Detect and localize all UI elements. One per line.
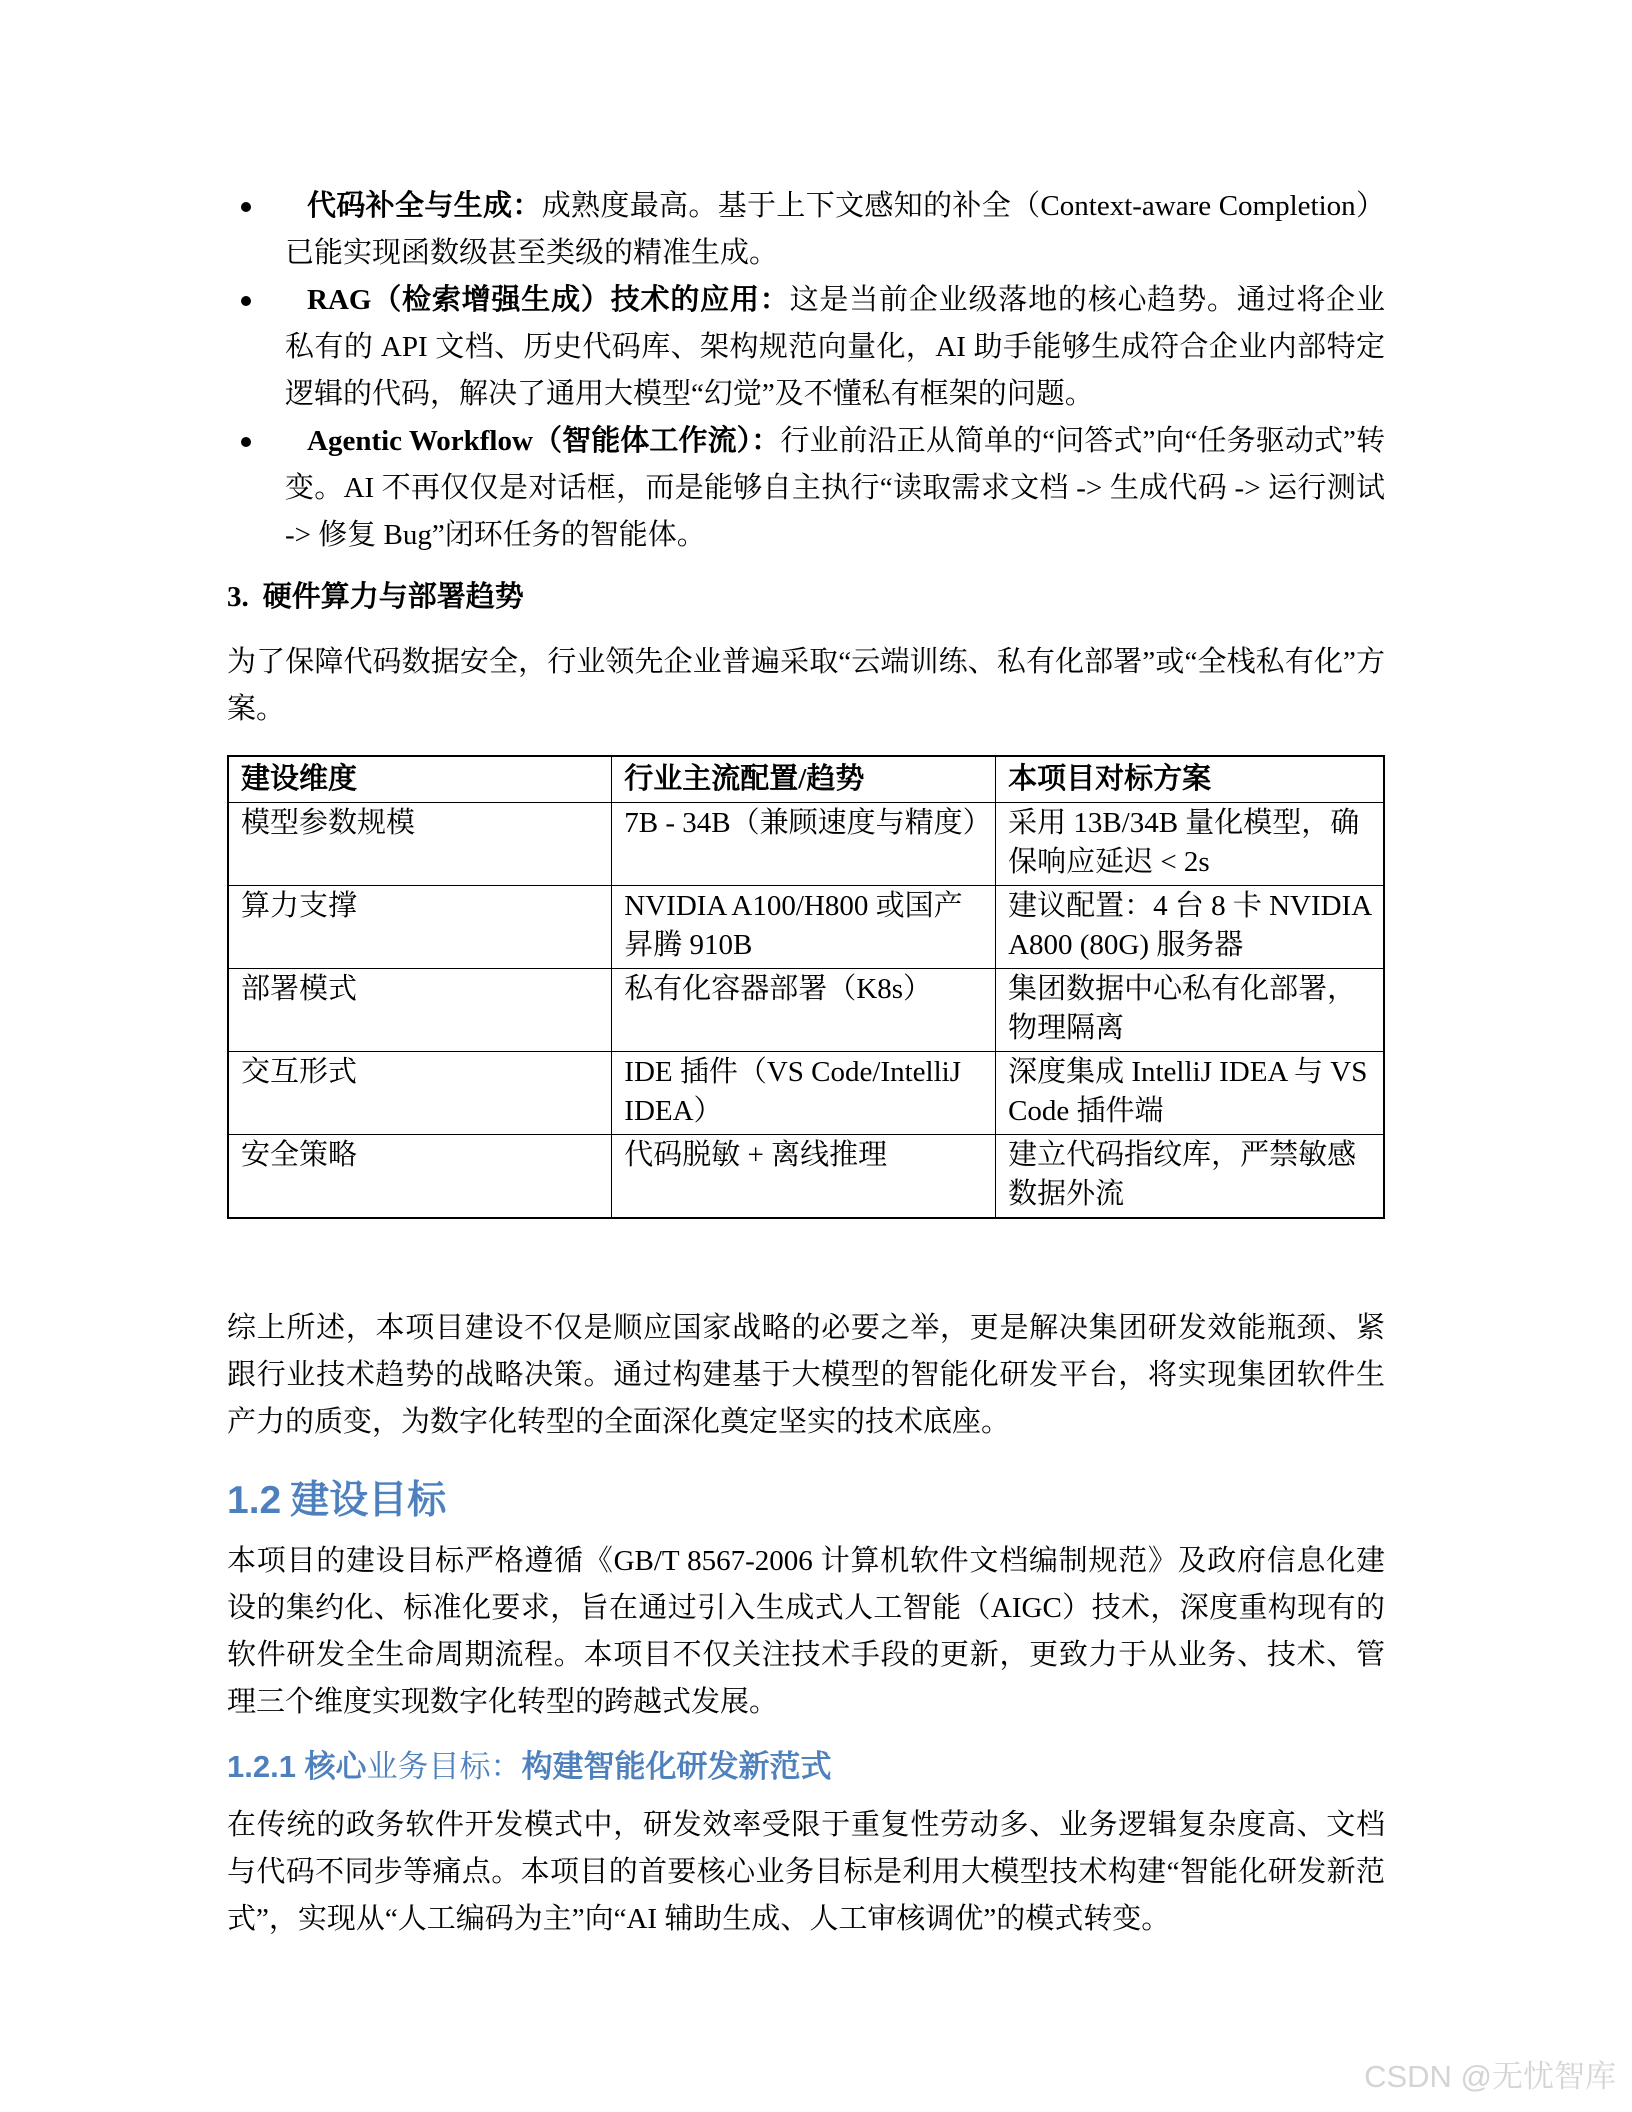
bullet-text (285, 183, 1385, 277)
paragraph-goals: 本项目的建设目标严格遵循《GB/T 8567-2006 计算机软件文档编制规范》及政府信息化建设的集约化、标准化要求，旨在通过引入生成式人工智能（AIGC）技术，深度重构现有的软件研发全生命周期流程。本项目不仅关注技术手段的更新，更致力于从业务、技术、管理三个维度实现数字化转型的跨越式发展。 (227, 1545, 1385, 1718)
list-item (227, 277, 1385, 418)
table-cell: 交互形式 (228, 1052, 612, 1135)
section-heading-hardware (227, 577, 1385, 617)
bullet-body: 行业前沿正从简单的“问答式”向“任务驱动式”转变。AI 不再仅仅是对话框，而是能够自主执行“读取需求文档 -> 生成代码 -> 运行测试 -> 修复 Bug”闭环任务的智能体。 (285, 425, 1385, 551)
table-cell: 部署模式 (228, 969, 612, 1052)
paragraph-core-business-goal: 在传统的政务软件开发模式中，研发效率受限于重复性劳动多、业务逻辑复杂度高、文档与代码不同步等痛点。本项目的首要核心业务目标是利用大模型技术构建“智能化研发新范式”，实现从“人工编码为主”向“AI 辅助生成、人工审核调优”的模式转变。 (227, 1809, 1385, 1935)
table-row (228, 1135, 1384, 1219)
heading-text: 建设目标 (290, 1479, 447, 1522)
table-cell: IDE 插件（VS Code/IntelliJ IDEA） (612, 1052, 996, 1135)
table-cell: 采用 13B/34B 量化模型，确保响应延迟 < 2s (996, 803, 1384, 886)
table-row (228, 1052, 1384, 1135)
bullet-icon (241, 437, 251, 447)
heading-text: 硬件算力与部署趋势 (262, 581, 524, 613)
table-cell: 建议配置：4 台 8 卡 NVIDIA A800 (80G) 服务器 (996, 886, 1384, 969)
table-header-cell: 本项目对标方案 (996, 756, 1384, 803)
bullet-icon (241, 202, 251, 212)
table-cell: 深度集成 IntelliJ IDEA 与 VS Code 插件端 (996, 1052, 1384, 1135)
bullet-lead-bold: RAG（检索增强生成）技术的应用： (307, 284, 790, 316)
comparison-table (227, 755, 1385, 1219)
heading-number: 1.2 (227, 1479, 282, 1522)
bullet-text (285, 277, 1385, 418)
table-row (228, 803, 1384, 886)
table-cell: 代码脱敏 + 离线推理 (612, 1135, 996, 1219)
table-cell: 7B - 34B（兼顾速度与精度） (612, 803, 996, 886)
heading-number: 3. (227, 581, 249, 613)
paragraph-deployment: 为了保障代码数据安全，行业领先企业普遍采取“云端训练、私有化部署”或“全栈私有化”方案。 (227, 646, 1385, 725)
bullet-body: 成熟度最高。基于上下文感知的补全（Context-aware Completion）已能实现函数级甚至类级的精准生成。 (285, 190, 1385, 269)
paragraph-summary: 综上所述，本项目建设不仅是顺应国家战略的必要之举，更是解决集团研发效能瓶颈、紧跟行业技术趋势的战略决策。通过构建基于大模型的智能化研发平台，将实现集团软件生产力的质变，为数字化转型的全面深化奠定坚实的技术底座。 (227, 1312, 1385, 1438)
bullet-text (285, 418, 1385, 559)
list-item (227, 183, 1385, 277)
table-cell: NVIDIA A100/H800 或国产昇腾 910B (612, 886, 996, 969)
table-header-row (228, 756, 1384, 803)
table-cell: 集团数据中心私有化部署，物理隔离 (996, 969, 1384, 1052)
bullet-lead-bold: 代码补全与生成： (307, 190, 542, 222)
section-heading-core-business-goal (227, 1746, 1385, 1788)
document-content (227, 183, 1385, 1943)
list-item (227, 418, 1385, 559)
section-heading-goals (227, 1476, 1385, 1526)
heading-part-bold: 1.2.1 核心 (227, 1749, 367, 1784)
heading-part-bold: 构建智能化研发新范式 (521, 1749, 832, 1784)
heading-part-normal: 业务目标： (366, 1749, 522, 1784)
table-cell: 私有化容器部署（K8s） (612, 969, 996, 1052)
table-cell: 模型参数规模 (228, 803, 612, 886)
bullet-body: 这是当前企业级落地的核心趋势。通过将企业私有的 API 文档、历史代码库、架构规范向量化，AI 助手能够生成符合企业内部特定逻辑的代码，解决了通用大模型“幻觉”及不懂私有框架的问题。 (285, 284, 1385, 410)
bullet-lead-bold: Agentic Workflow（智能体工作流）： (307, 425, 781, 457)
bullet-list (227, 183, 1385, 559)
table-header-cell: 行业主流配置/趋势 (612, 756, 996, 803)
table-cell: 安全策略 (228, 1135, 612, 1219)
bullet-icon (241, 296, 251, 306)
table-row (228, 886, 1384, 969)
table-cell: 建立代码指纹库，严禁敏感数据外流 (996, 1135, 1384, 1219)
table-row (228, 969, 1384, 1052)
table-header-cell: 建设维度 (228, 756, 612, 803)
table-cell: 算力支撑 (228, 886, 612, 969)
watermark: CSDN @无忧智库 (1364, 2059, 1616, 2094)
